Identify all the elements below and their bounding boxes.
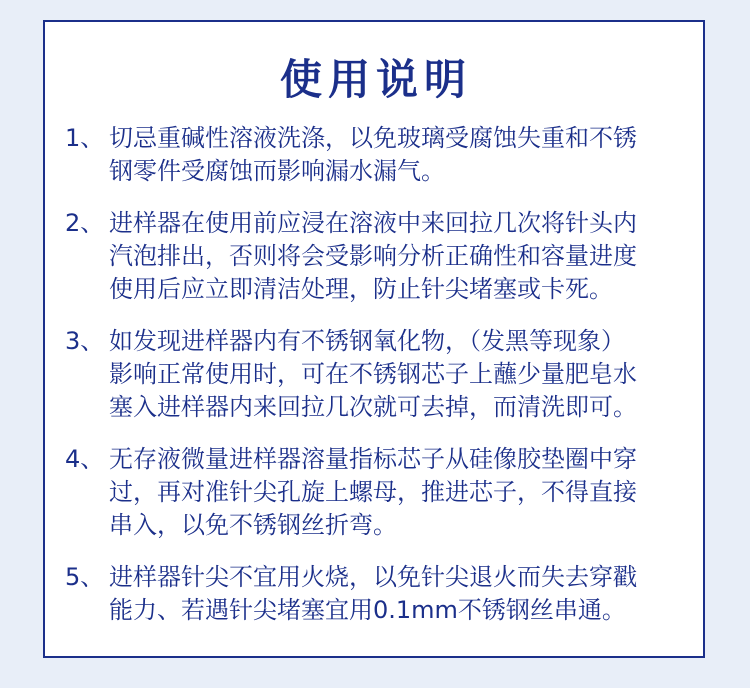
item-number: 2、: [65, 209, 105, 237]
text-line: 进样器在使用前应浸在溶液中来回拉几次将针头内: [109, 209, 637, 237]
instruction-item-4: [65, 443, 695, 542]
text-line: 切忌重碱性溶液洗涤，以免玻璃受腐蚀失重和不锈: [109, 124, 637, 152]
text-line: 影响正常使用时，可在不锈钢芯子上蘸少量肥皂水: [109, 360, 637, 388]
item-text: [109, 122, 695, 188]
text-line: 塞入进样器内来回拉几次就可去掉，而清洗即可。: [109, 393, 637, 421]
item-text: [109, 561, 695, 627]
text-line: 进样器针尖不宜用火烧，以免针尖退火而失去穿戳: [109, 563, 637, 591]
text-line: 钢零件受腐蚀而影响漏水漏气。: [109, 157, 445, 185]
instruction-item-1: [65, 122, 695, 188]
item-number: 5、: [65, 563, 105, 591]
text-line: 汽泡排出，否则将会受影响分析正确性和容量进度: [109, 242, 637, 270]
item-number: 1、: [65, 124, 105, 152]
instruction-item-3: [65, 325, 695, 424]
page-title: 使用说明: [279, 55, 472, 104]
item-text: [109, 325, 695, 424]
item-number: 3、: [65, 327, 105, 355]
item-number: 4、: [65, 445, 105, 473]
instruction-item-5: [65, 561, 695, 627]
text-line: 无存液微量进样器溶量指标芯子从硅像胶垫圈中穿: [109, 445, 637, 473]
instructions-card: [43, 20, 705, 658]
text-line: 串入，以免不锈钢丝折弯。: [109, 511, 397, 539]
item-text: [109, 443, 695, 542]
text-line: 使用后应立即清洁处理，防止针尖堵塞或卡死。: [109, 275, 613, 303]
instruction-item-2: [65, 207, 695, 306]
text-line: 能力、若遇针尖堵塞宜用0.1mm不锈钢丝串通。: [109, 596, 626, 624]
instructions-list: [65, 122, 695, 646]
text-line: 过，再对准针尖孔旋上螺母，推进芯子，不得直接: [109, 478, 637, 506]
text-line: 如发现进样器内有不锈钢氧化物，（发黑等现象）: [109, 327, 625, 355]
item-text: [109, 207, 695, 306]
